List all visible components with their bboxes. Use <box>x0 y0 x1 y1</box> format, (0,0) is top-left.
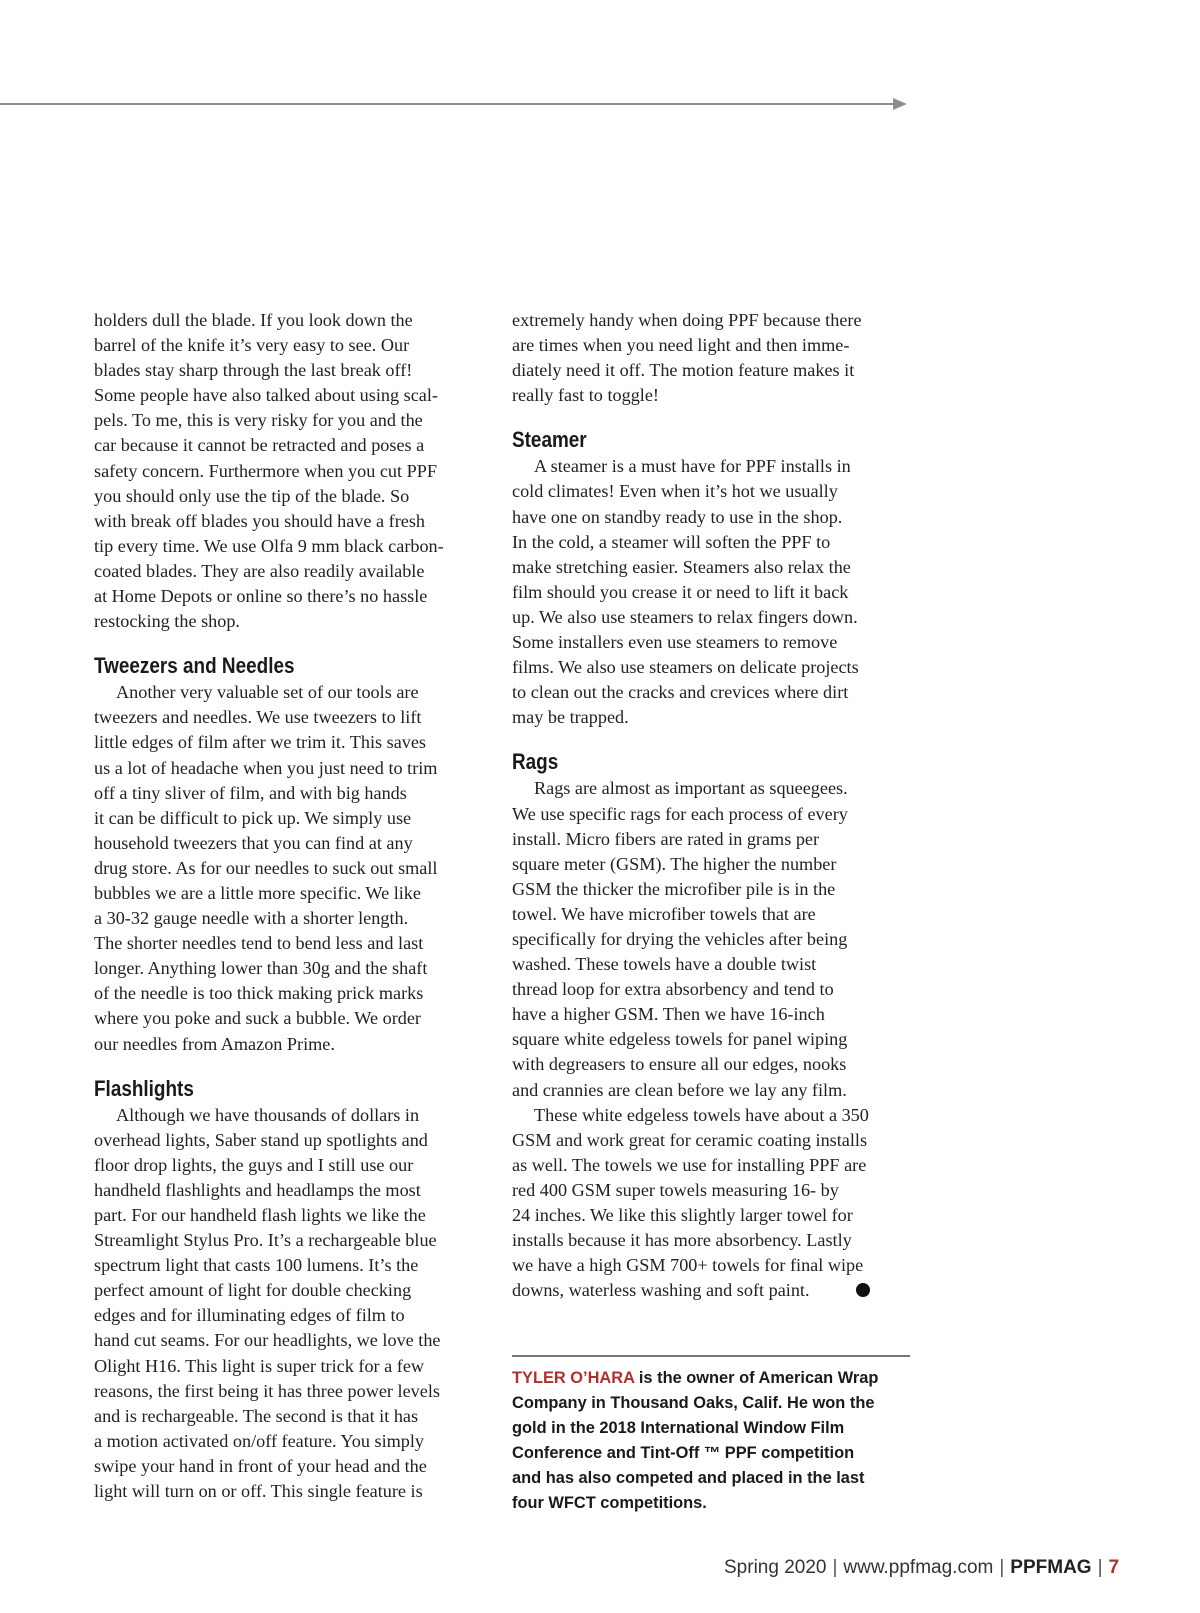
body-line: holders dull the blade. If you look down the <box>94 310 413 330</box>
continued-paragraph <box>512 308 910 408</box>
steamer-paragraph <box>512 454 910 730</box>
body-line: are times when you need light and then imme- <box>512 335 850 356</box>
body-line: cold climates! Even when it’s hot we usually <box>512 481 838 502</box>
bio-text: is the owner of American Wrap <box>634 1369 879 1387</box>
body-line: handheld flashlights and headlamps the most <box>94 1179 421 1200</box>
body-line: We use specific rags for each process of every <box>512 803 848 824</box>
body-line: extremely handy when doing PPF because there <box>512 310 862 330</box>
author-name: TYLER O’HARA <box>512 1369 635 1387</box>
body-line: us a lot of headache when you just need to trim <box>94 757 438 778</box>
body-line: Another very valuable set of our tools are <box>116 682 419 703</box>
body-line: Rags are almost as important as squeegees. <box>534 778 848 799</box>
footer-magazine: PPFMAG <box>1010 1557 1092 1578</box>
flashlights-paragraph <box>94 1103 486 1505</box>
body-line: a 30-32 gauge needle with a shorter length. <box>94 908 409 929</box>
body-line: longer. Anything lower than 30g and the shaft <box>94 958 428 979</box>
body-line: swipe your hand in front of your head and the <box>94 1455 427 1476</box>
body-line: you should only use the tip of the blade. So <box>94 485 410 506</box>
body-line: installs because it has more absorbency. Lastly <box>512 1230 852 1251</box>
body-line: install. Micro fibers are rated in grams per <box>512 828 820 849</box>
body-line: diately need it off. The motion feature makes it <box>512 360 855 381</box>
body-line: thread loop for extra absorbency and tend to <box>512 979 834 1000</box>
body-line: car because it cannot be retracted and poses a <box>94 435 425 456</box>
body-line: bubbles we are a little more specific. We like <box>94 882 421 903</box>
body-line: blades stay sharp through the last break off! <box>94 360 413 381</box>
body-line: Streamlight Stylus Pro. It’s a rechargeable blue <box>94 1230 437 1251</box>
body-line: have a higher GSM. Then we have 16-inch <box>512 1004 825 1025</box>
body-line: overhead lights, Saber stand up spotlights and <box>94 1129 428 1150</box>
body-line: spectrum light that casts 100 lumens. It’s the <box>94 1255 419 1276</box>
body-line: our needles from Amazon Prime. <box>94 1033 335 1054</box>
body-line: where you poke and suck a bubble. We order <box>94 1008 421 1029</box>
body-line: a motion activated on/off feature. You simply <box>94 1430 425 1451</box>
rags-paragraph-2 <box>512 1103 910 1304</box>
bio-line: gold in the 2018 International Window Film <box>512 1419 845 1438</box>
body-line: restocking the shop. <box>94 611 240 632</box>
section-heading-rags: Rags <box>512 749 559 775</box>
body-line: Olight H16. This light is super trick for a few <box>94 1355 425 1376</box>
body-line: and is rechargeable. The second is that it has <box>94 1405 419 1426</box>
body-line: part. For our handheld flash lights we like the <box>94 1205 426 1225</box>
body-line-text: downs, waterless washing and soft paint. <box>512 1280 810 1301</box>
body-line: films. We also use steamers on delicate projects <box>512 657 859 678</box>
arrow-right-icon <box>893 98 907 110</box>
page-number: 7 <box>1108 1557 1120 1578</box>
body-line: coated blades. They are also readily available <box>94 560 425 581</box>
footer-separator: | <box>832 1557 838 1578</box>
body-line: washed. These towels have a double twist <box>512 954 817 975</box>
body-line: square meter (GSM). The higher the number <box>512 853 837 874</box>
page-footer <box>724 1554 1164 1582</box>
body-line: Although we have thousands of dollars in <box>116 1104 420 1125</box>
body-line: light will turn on or off. This single feature is <box>94 1481 423 1502</box>
body-line: reasons, the first being it has three power levels <box>94 1380 440 1401</box>
body-line: A steamer is a must have for PPF installs in <box>534 456 851 477</box>
body-line: to clean out the cracks and crevices where dirt <box>512 682 849 703</box>
bio-line: Conference and Tint-Off ™ PPF competition <box>512 1444 855 1463</box>
right-column <box>512 308 910 1303</box>
body-line: may be trapped. <box>512 707 629 728</box>
body-line: edges and for illuminating edges of film to <box>94 1305 405 1326</box>
continued-paragraph <box>94 308 486 634</box>
bio-line: four WFCT competitions. <box>512 1494 707 1513</box>
tweezers-paragraph <box>94 680 486 1056</box>
body-line: drug store. As for our needles to suck out small <box>94 857 438 878</box>
rags-paragraph-1 <box>512 776 910 1102</box>
body-line: The shorter needles tend to bend less and last <box>94 933 424 954</box>
body-line: pels. To me, this is very risky for you and the <box>94 410 423 431</box>
body-line: have one on standby ready to use in the shop. <box>512 506 843 527</box>
section-heading-steamer: Steamer <box>512 427 587 453</box>
body-line: GSM and work great for ceramic coating installs <box>512 1129 868 1150</box>
body-line: little edges of film after we trim it. This saves <box>94 732 427 753</box>
body-line: Some installers even use steamers to remove <box>512 632 838 653</box>
footer-separator: | <box>999 1557 1005 1578</box>
bio-line: and has also competed and placed in the last <box>512 1469 865 1488</box>
body-line: specifically for drying the vehicles after being <box>512 928 848 949</box>
body-line: hand cut seams. For our headlights, we love the <box>94 1330 441 1351</box>
body-line: tip every time. We use Olfa 9 mm black carbon- <box>94 535 444 556</box>
body-line: really fast to toggle! <box>512 385 659 406</box>
bio-divider <box>512 1355 910 1357</box>
body-line: at Home Depots or online so there’s no hassle <box>94 586 428 607</box>
footer-separator: | <box>1097 1557 1103 1578</box>
section-heading-tweezers: Tweezers and Needles <box>94 653 295 679</box>
body-line: make stretching easier. Steamers also relax the <box>512 556 851 577</box>
body-line: and crannies are clean before we lay any film. <box>512 1079 847 1100</box>
body-line: barrel of the knife it’s very easy to see. Our <box>94 335 410 356</box>
footer-issue: Spring 2020 <box>724 1557 827 1578</box>
body-line: 24 inches. We like this slightly larger towel for <box>512 1205 853 1225</box>
author-bio <box>512 1366 912 1517</box>
bio-line: Company in Thousand Oaks, Calif. He won the <box>512 1394 875 1413</box>
body-line: we have a high GSM 700+ towels for final wipe <box>512 1255 864 1276</box>
body-line: it can be difficult to pick up. We simply use <box>94 807 412 828</box>
body-line: Some people have also talked about using scal- <box>94 385 438 406</box>
body-line: In the cold, a steamer will soften the PPF to <box>512 531 831 552</box>
body-line: up. We also use steamers to relax fingers down. <box>512 606 858 627</box>
body-line: safety concern. Furthermore when you cut PPF <box>94 460 437 481</box>
footer-website[interactable]: www.ppfmag.com <box>843 1557 994 1578</box>
bio-line <box>512 1366 912 1391</box>
body-line: GSM the thicker the microfiber pile is in the <box>512 878 836 899</box>
body-line: tweezers and needles. We use tweezers to lift <box>94 707 422 728</box>
body-line: towel. We have microfiber towels that are <box>512 903 816 924</box>
body-line: off a tiny sliver of film, and with big hands <box>94 782 407 803</box>
body-line <box>512 1278 910 1303</box>
body-line: with degreasers to ensure all our edges, nooks <box>512 1054 847 1075</box>
body-line: square white edgeless towels for panel wiping <box>512 1029 848 1050</box>
body-line: of the needle is too thick making prick marks <box>94 983 424 1004</box>
body-line: floor drop lights, the guys and I still use our <box>94 1154 414 1175</box>
body-line: film should you crease it or need to lift it back <box>512 581 849 602</box>
body-line: perfect amount of light for double checking <box>94 1280 412 1301</box>
left-column <box>94 308 486 1504</box>
body-line: red 400 GSM super towels measuring 16- by <box>512 1179 839 1200</box>
body-line: These white edgeless towels have about a 350 <box>534 1104 869 1125</box>
body-line: as well. The towels we use for installing PPF are <box>512 1154 867 1175</box>
top-arrow-rule <box>0 103 895 105</box>
body-line: with break off blades you should have a fresh <box>94 510 425 531</box>
body-line: household tweezers that you can find at any <box>94 832 413 853</box>
end-of-article-icon <box>856 1283 870 1297</box>
section-heading-flashlights: Flashlights <box>94 1075 194 1101</box>
